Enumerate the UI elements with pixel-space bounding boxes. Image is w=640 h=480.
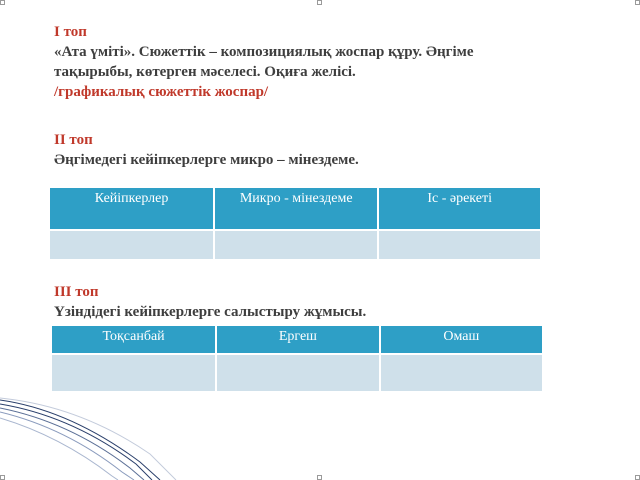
group1-task-line2: тақырыбы, көтерген мәселесі. Оқиға желісі. xyxy=(54,64,356,80)
group3-heading: III топ xyxy=(54,284,99,300)
group1-task-line1: «Ата үміті». Сюжеттік – композициялық жоспар құру. Әңгіме xyxy=(54,44,474,60)
group2-header-characters: Кейіпкерлер xyxy=(49,187,214,230)
resize-handle-top-center[interactable] xyxy=(317,0,322,5)
group3-cell[interactable] xyxy=(51,354,216,392)
table-row xyxy=(51,354,543,392)
group2-cell[interactable] xyxy=(49,230,214,260)
group1-note: /графикалық сюжеттік жоспар/ xyxy=(54,84,269,100)
resize-handle-top-right[interactable] xyxy=(635,0,640,5)
group2-cell[interactable] xyxy=(214,230,378,260)
group2-task-line1: Әңгімедегі кейіпкерлерге микро – мінездеме. xyxy=(54,152,359,168)
group2-heading: II топ xyxy=(54,132,93,148)
group3-header-ergesh: Ергеш xyxy=(216,325,379,354)
group2-section xyxy=(54,130,614,170)
group1-section xyxy=(54,22,614,102)
group2-table xyxy=(48,186,542,261)
group3-cell[interactable] xyxy=(380,354,543,392)
group3-table xyxy=(50,324,544,393)
table-row xyxy=(49,230,541,260)
group1-heading: I топ xyxy=(54,24,87,40)
group2-cell[interactable] xyxy=(378,230,541,260)
group2-header-micro-description: Микро - мінездеме xyxy=(214,187,378,230)
group3-header-toksanbai: Тоқсанбай xyxy=(51,325,216,354)
group2-header-actions: Іс - әрекеті xyxy=(378,187,541,230)
decorative-swoosh xyxy=(0,392,640,480)
group3-header-omash: Омаш xyxy=(380,325,543,354)
group3-section xyxy=(54,282,614,322)
resize-handle-top-left[interactable] xyxy=(0,0,5,5)
group3-cell[interactable] xyxy=(216,354,379,392)
group3-task-line1: Үзіндідегі кейіпкерлерге салыстыру жұмысы. xyxy=(54,304,367,320)
